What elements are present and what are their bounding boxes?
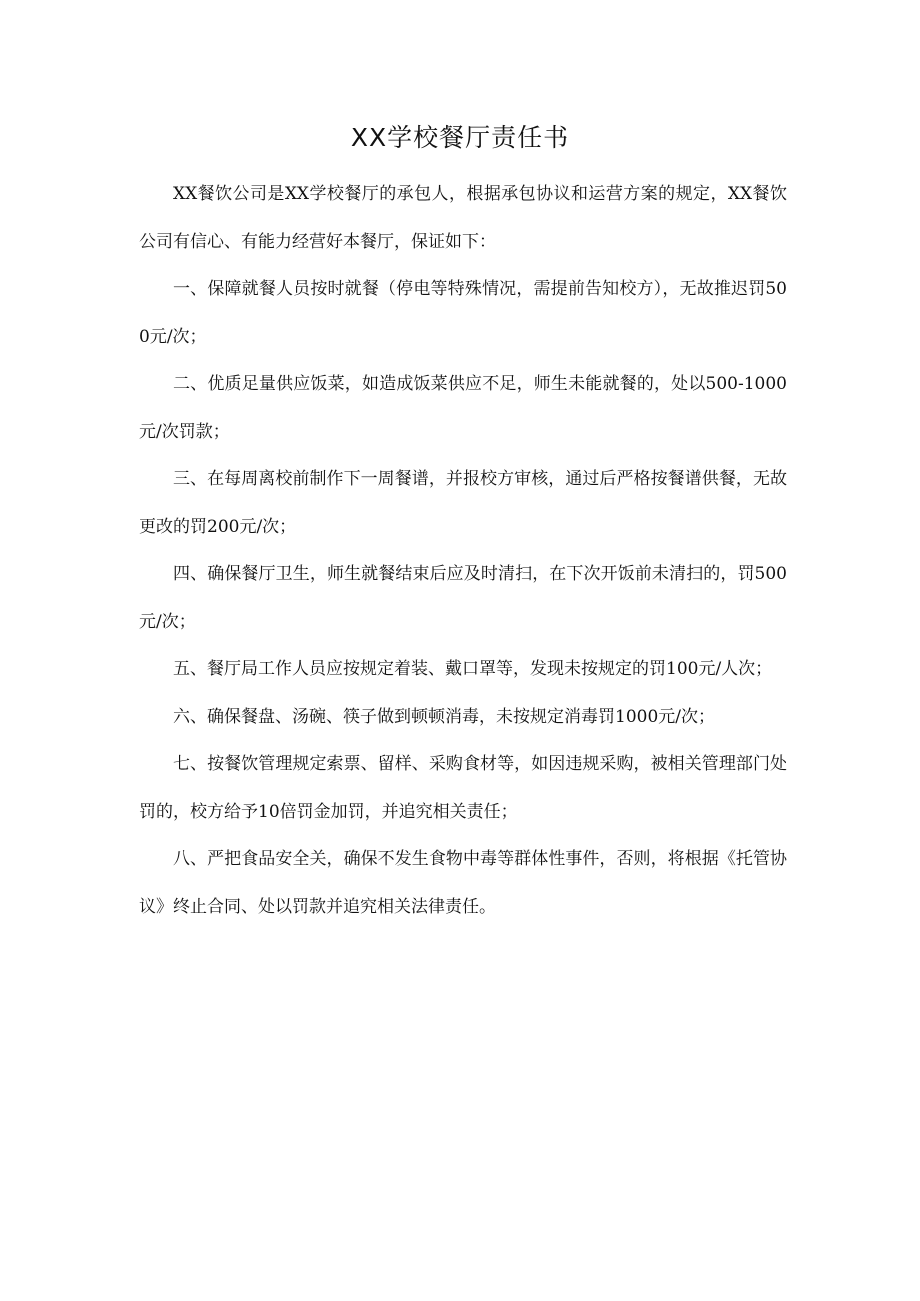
clause-2: 二、优质足量供应饭菜，如造成饭菜供应不足，师生未能就餐的，处以500-1000元/次罚款； bbox=[139, 374, 787, 442]
clause-3: 三、在每周离校前制作下一周餐谱，并报校方审核，通过后严格按餐谱供餐，无故更改的罚200元/次； bbox=[139, 469, 787, 537]
clause-7: 七、按餐饮管理规定索票、留样、采购食材等，如因违规采购，被相关管理部门处罚的，校方给予10倍罚金加罚，并追究相关责任； bbox=[139, 754, 787, 822]
clause-6: 六、确保餐盘、汤碗、筷子做到顿顿消毒，未按规定消毒罚1000元/次； bbox=[173, 706, 715, 727]
clause-1: 一、保障就餐人员按时就餐（停电等特殊情况，需提前告知校方），无故推迟罚500元/次； bbox=[139, 279, 787, 347]
clause-8: 八、严把食品安全关，确保不发生食物中毒等群体性事件，否则，将根据《托管协议》终止合同、处以罚款并追究相关法律责任。 bbox=[139, 849, 787, 917]
document-title: XX学校餐厅责任书 bbox=[350, 123, 570, 152]
document-body bbox=[139, 171, 787, 931]
clause-4: 四、确保餐厅卫生，师生就餐结束后应及时清扫，在下次开饭前未清扫的，罚500元/次； bbox=[139, 564, 787, 632]
paragraph-intro: XX餐饮公司是XX学校餐厅的承包人，根据承包协议和运营方案的规定，XX餐饮公司有信心、有能力经营好本餐厅，保证如下： bbox=[139, 184, 787, 252]
clause-5: 五、餐厅局工作人员应按规定着装、戴口罩等，发现未按规定的罚100元/人次； bbox=[173, 659, 773, 679]
